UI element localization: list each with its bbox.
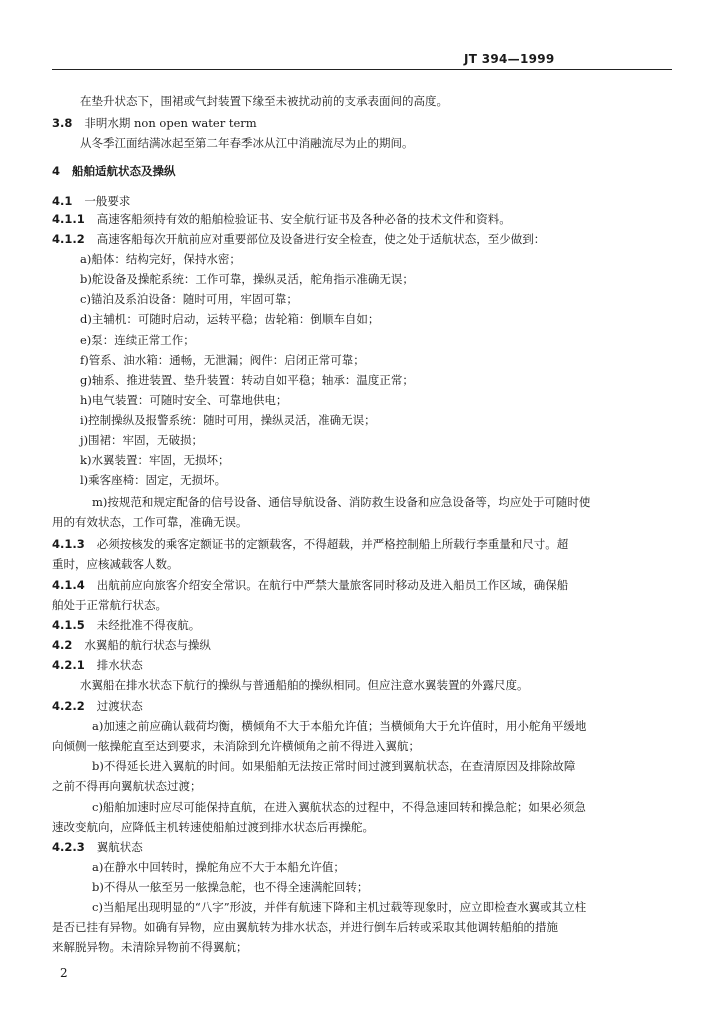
clause-text: c)锚泊及系泊设备：随时可用，牢固可靠； [80,292,298,306]
clause-number: 4.1.4 [52,578,85,592]
clause-text: 翼航状态 [96,840,143,854]
clause-text: b)不得从一舷至另一舷操急舵，也不得全速满舵回转； [92,880,369,894]
clause-text: 高速客船须持有效的船舶检验证书、安全航行证书及各种必备的技术文件和资料。 [96,212,511,226]
clause-text: 排水状态 [96,658,143,672]
clause-number: 4.2 [52,638,73,652]
text-line [80,134,414,152]
text-line [80,310,379,328]
clause-text: f)管系、油水箱：通畅，无泄漏；阀件：启闭正常可靠； [80,353,365,367]
clause-4-1-4 [52,576,568,594]
clause-text: e)泵：连续正常工作； [80,333,195,347]
clause-text: 高速客船每次开航前应对重要部位及设备进行安全检查，使之处于适航状态，至少做到： [96,232,546,246]
clause-text: a)在静水中回转时，操舵角应不大于本船允许值； [92,860,345,874]
text-line [80,270,414,288]
clause-4-1 [52,192,130,210]
text-line [80,351,365,369]
text-line [52,938,248,956]
text-line [92,757,575,775]
clause-number: 4.1.3 [52,537,85,551]
clause-text: 非明水期 non open water term [84,116,257,130]
clause-number: 4.2.2 [52,699,85,713]
clause-text: 出航前应向旅客介绍安全常识。在航行中严禁大量旅客同时移动及进入船员工作区域，确保船 [96,578,569,592]
text-line [52,596,167,614]
clause-number: 4 [52,164,61,178]
clause-text: 从冬季江面结满冰起至第二年春季冰从江中消融流尽为止的期间。 [80,136,414,150]
text-line [52,737,420,755]
clause-4-1-3 [52,535,568,553]
text-line [92,493,590,511]
clause-text: d)主辅机：可随时启动，运转平稳；齿轮箱：倒顺车自如； [80,312,380,326]
clause-text: k)水翼装置：牢固，无损坏； [80,453,230,467]
clause-text: b)不得延长进入翼航的时间。如果船舶无法按正常时间过渡到翼航状态，在查清原因及排除故障 [92,759,576,773]
text-line [80,391,287,409]
clause-4-2-3 [52,838,143,856]
text-line [80,371,414,389]
text-line [92,878,368,896]
clause-text: h)电气装置：可随时安全、可靠地供电； [80,393,288,407]
clause-4-1-2 [52,230,545,248]
clause-text: c)船舶加速时应尽可能保持直航，在进入翼航状态的过程中，不得急速回转和操急舵；如果必须急 [92,800,586,814]
clause-text: 是否已挂有异物。如确有异物，应由翼航转为排水状态，并进行倒车后转或采取其他调转船舶的措施 [52,920,558,934]
clause-number: 4.1.1 [52,212,85,226]
text-line [52,555,179,573]
clause-3-8 [52,114,257,132]
clause-text: a)船体：结构完好，保持水密； [80,252,241,266]
text-line [92,898,586,916]
clause-text: 一般要求 [84,194,131,208]
clause-4-1-5 [52,616,200,634]
clause-text: 船舶适航状态及操纵 [72,164,176,178]
text-line [80,676,529,694]
clause-4-2 [52,636,211,654]
clause-number: 4.2.3 [52,840,85,854]
clause-4-2-2 [52,697,143,715]
text-line [80,331,195,349]
clause-number: 4.1.5 [52,618,85,632]
clause-text: b)舵设备及操舵系统：工作可靠，操纵灵活，舵角指示准确无误； [80,272,414,286]
clause-text: 重时，应核减载客人数。 [52,557,179,571]
text-line [52,818,374,836]
text-line [80,92,448,110]
clause-text: 向倾侧一舷操舵直至达到要求，未消除到允许横倾角之前不得进入翼航； [52,739,420,753]
clause-text: 在垫升状态下，围裙或气封装置下缘至未被扰动前的支承表面间的高度。 [80,94,448,108]
clause-4 [52,162,176,180]
clause-text: i)控制操纵及报警系统：随时可用，操纵灵活，准确无误； [80,413,376,427]
text-line [80,411,376,429]
standard-number: JT 394—1999 [464,52,555,66]
clause-text: c)当船尾出现明显的“八字”形波，并伴有航速下降和主机过载等现象时，应立即检查水翼或其立柱 [92,900,587,914]
clause-text: m)按规范和规定配备的信号设备、通信导航设备、消防救生设备和应急设备等，均应处于可随时使 [92,495,591,509]
clause-text: g)轴系、推进装置、垫升装置：转动自如平稳；轴承：温度正常； [80,373,414,387]
clause-4-2-1 [52,656,143,674]
text-line [80,290,298,308]
text-line [80,451,229,469]
clause-text: 舶处于正常航行状态。 [52,598,167,612]
clause-text: 过渡状态 [96,699,143,713]
text-line [92,798,586,816]
text-line [80,250,241,268]
text-line [92,858,345,876]
clause-number: 4.2.1 [52,658,85,672]
clause-text: 用的有效状态，工作可靠，准确无误。 [52,515,248,529]
clause-text: a)加速之前应确认载荷均衡，横倾角不大于本船允许值；当横倾角大于允许值时，用小舵角平缓地 [92,719,587,733]
clause-text: 必须按核发的乘客定额证书的定额载客，不得超载，并严格控制船上所载行李重量和尺寸。超 [96,537,569,551]
clause-number: 3.8 [52,116,73,130]
clause-4-1-1 [52,210,511,228]
clause-text: 之前不得再向翼航状态过渡； [52,779,202,793]
clause-text: 未经批准不得夜航。 [96,618,201,632]
clause-text: j)围裙：牢固，无破损； [80,433,204,447]
clause-text: 水翼船在排水状态下航行的操纵与普通船舶的操纵相同。但应注意水翼装置的外露尺度。 [80,678,529,692]
page-number: 2 [60,966,68,980]
text-line [52,918,558,936]
text-line [52,777,202,795]
clause-text: l)乘客座椅：固定，无损坏。 [80,473,227,487]
clause-number: 4.1 [52,194,73,208]
clause-text: 水翼船的航行状态与操纵 [84,638,211,652]
text-line [80,431,203,449]
clause-number: 4.1.2 [52,232,85,246]
clause-text: 来解脱异物。未清除异物前不得翼航； [52,940,248,954]
text-line [92,717,586,735]
text-line [52,513,248,531]
text-line [80,471,226,489]
clause-text: 速改变航向，应降低主机转速使船舶过渡到排水状态后再操舵。 [52,820,374,834]
header-rule [52,69,672,70]
